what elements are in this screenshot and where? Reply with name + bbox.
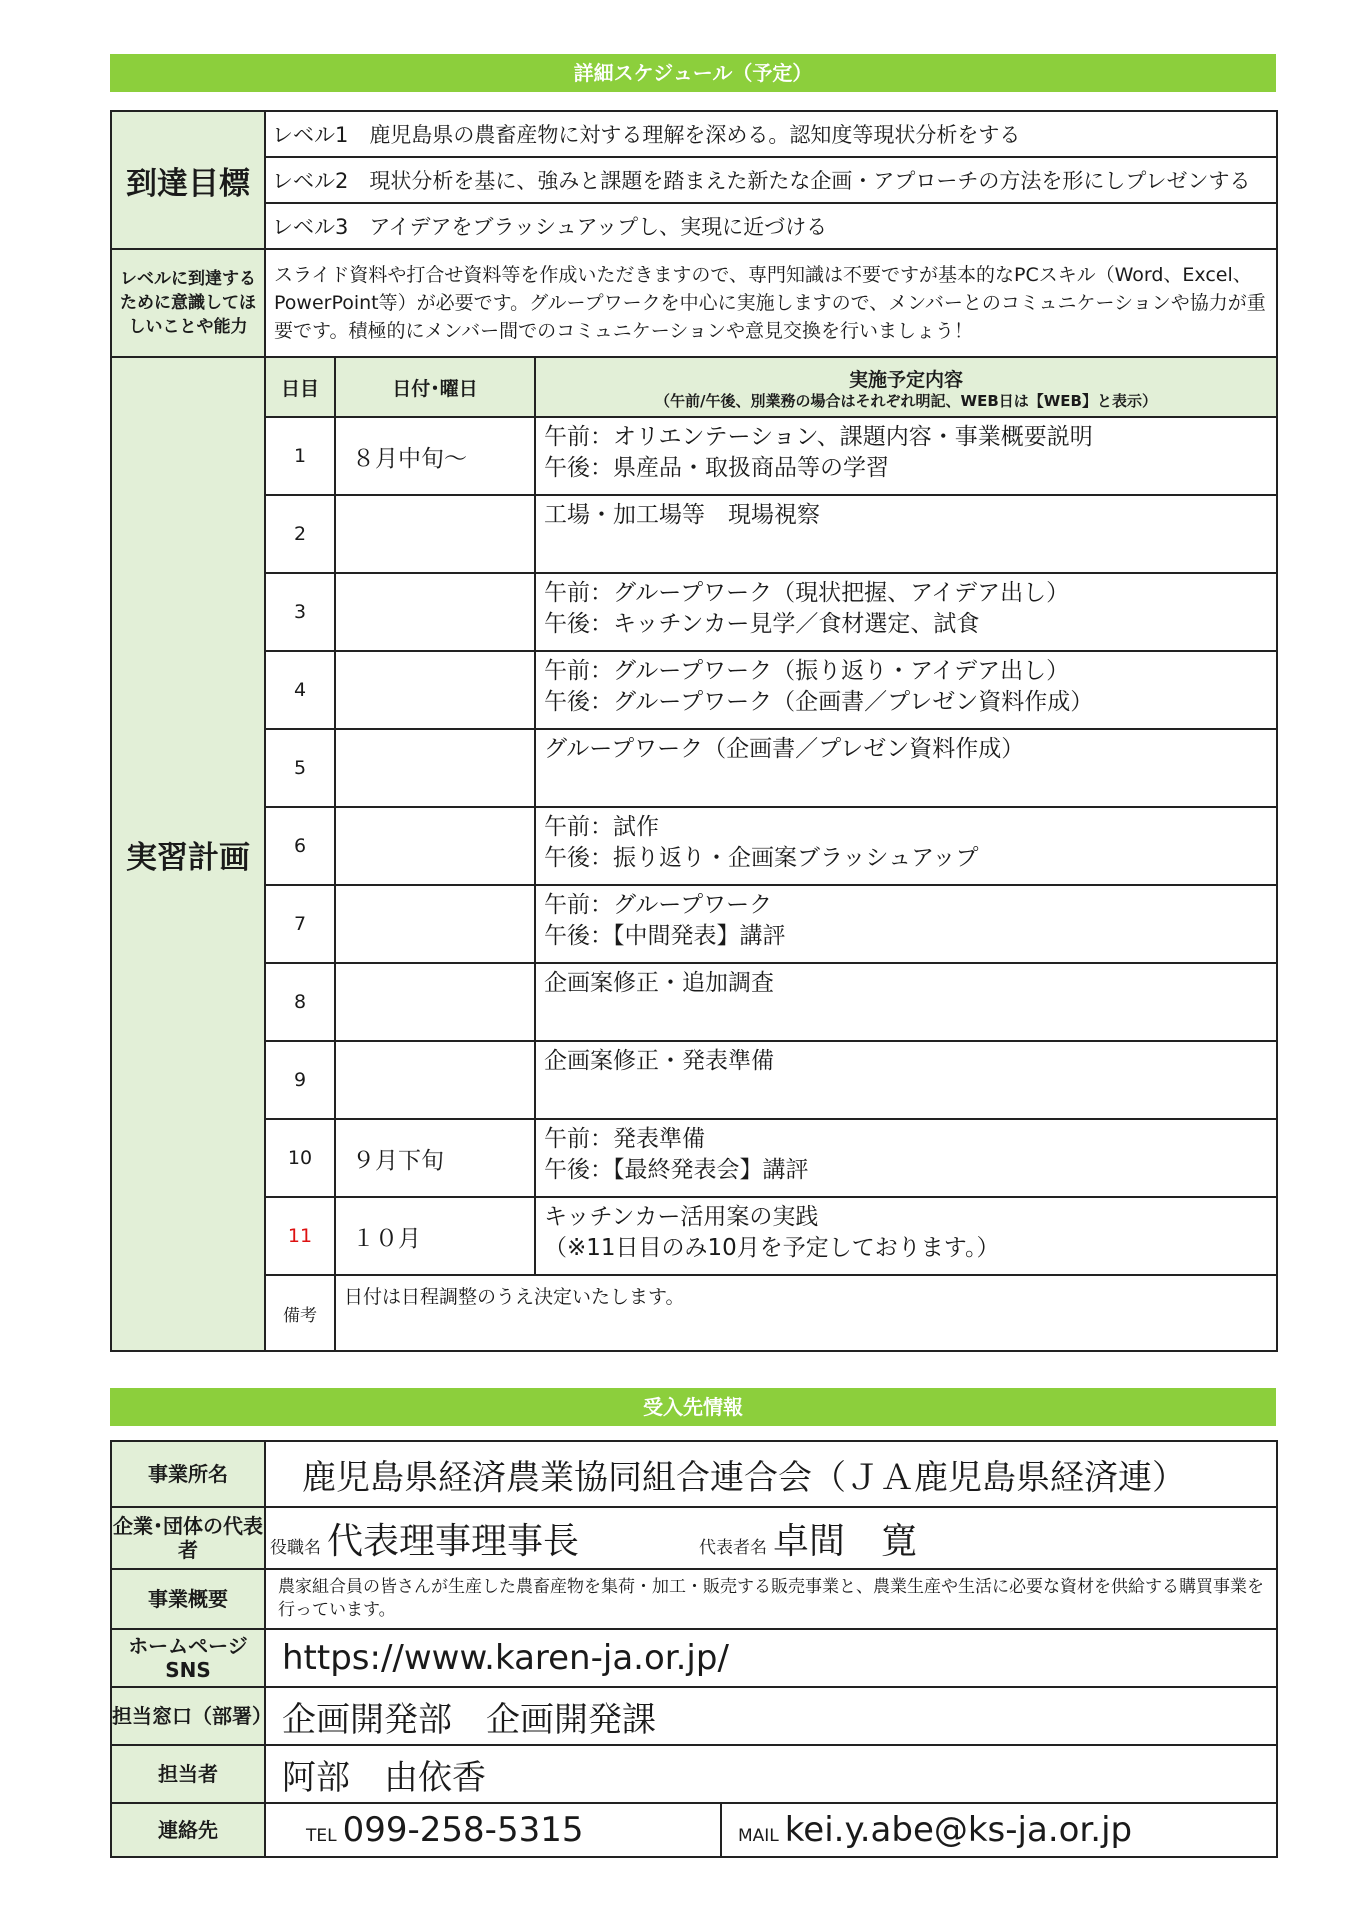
plan-day: 6: [265, 807, 335, 885]
representative-label: 企業･団体の代表者: [111, 1507, 265, 1569]
goal-level-1: レベル1 鹿児島県の農畜産物に対する理解を深める。認知度等現状分析をする: [265, 111, 1277, 157]
office-name: 鹿児島県経済農業協同組合連合会（ＪＡ鹿児島県経済連）: [265, 1441, 1277, 1507]
plan-content: [535, 417, 1277, 495]
plan-line-1: 午前：オリエンテーション、課題内容・事業概要説明: [544, 424, 1093, 450]
plan-line-2: （※11日目のみ10月を予定しております。）: [544, 1235, 1000, 1261]
plan-day: 11: [265, 1197, 335, 1275]
plan-content: [535, 1197, 1277, 1275]
plan-day: 4: [265, 651, 335, 729]
host-section-bar: 受入先情報: [110, 1388, 1276, 1426]
skills-label: レベルに到達するために意識してほしいことや能力: [111, 249, 265, 357]
plan-row: [111, 1197, 1277, 1275]
plan-row: [111, 1041, 1277, 1119]
plan-line-2: 午後：【中間発表】講評: [544, 923, 786, 949]
plan-day: 9: [265, 1041, 335, 1119]
plan-content: [535, 495, 1277, 573]
plan-row: [111, 729, 1277, 807]
plan-row: [111, 963, 1277, 1041]
plan-line-1: 午前：グループワーク（現状把握、アイデア出し）: [544, 580, 1070, 606]
plan-content: [535, 885, 1277, 963]
plan-content: [535, 807, 1277, 885]
homepage-link[interactable]: https://www.karen-ja.or.jp/: [265, 1629, 1277, 1687]
plan-row: [111, 885, 1277, 963]
plan-day: 2: [265, 495, 335, 573]
remarks-label: 備考: [265, 1275, 335, 1351]
plan-day: 5: [265, 729, 335, 807]
plan-content: [535, 573, 1277, 651]
col-content-header: [535, 357, 1277, 417]
business-label: 事業概要: [111, 1569, 265, 1629]
plan-date: １０月: [335, 1197, 535, 1275]
plan-line-1: 午前：試作: [544, 814, 659, 840]
person-name: 阿部 由依香: [265, 1745, 1277, 1803]
plan-content: [535, 963, 1277, 1041]
plan-date: [335, 651, 535, 729]
tel-number[interactable]: 099-258-5315: [342, 1810, 584, 1850]
plan-day: 7: [265, 885, 335, 963]
plan-line-1: 午前：発表準備: [544, 1126, 705, 1152]
tel-tag: TEL: [306, 1826, 337, 1846]
plan-line-1: 企画案修正・追加調査: [544, 970, 774, 996]
plan-day: 8: [265, 963, 335, 1041]
goal-level-2: レベル2 現状分析を基に、強みと課題を踏まえた新たな企画・アプローチの方法を形にしプレゼンする: [265, 157, 1277, 203]
rep-name: 卓間 寛: [773, 1520, 918, 1562]
plan-row: [111, 1119, 1277, 1197]
goal-level-3: レベル3 アイデアをブラッシュアップし、実現に近づける: [265, 203, 1277, 249]
col-day-header: 日目: [265, 357, 335, 417]
mail-cell: [721, 1803, 1277, 1857]
name-tag: 代表者名: [699, 1537, 768, 1558]
plan-content: [535, 1119, 1277, 1197]
plan-line-2: 午後：県産品・取扱商品等の学習: [544, 455, 889, 481]
plan-date: [335, 885, 535, 963]
plan-line-1: グループワーク（企画書／プレゼン資料作成）: [544, 736, 1025, 762]
mail-tag: MAIL: [738, 1826, 779, 1846]
plan-row: [111, 417, 1277, 495]
plan-row: [111, 573, 1277, 651]
person-label: 担当者: [111, 1745, 265, 1803]
plan-date: [335, 1041, 535, 1119]
plan-row: [111, 495, 1277, 573]
plan-row: [111, 807, 1277, 885]
plan-line-2: 午後：キッチンカー見学／食材選定、試食: [544, 611, 980, 637]
tel-cell: [265, 1803, 721, 1857]
plan-line-1: 企画案修正・発表準備: [544, 1048, 774, 1074]
plan-date: ９月下旬: [335, 1119, 535, 1197]
plan-line-2: 午後：グループワーク（企画書／プレゼン資料作成）: [544, 689, 1094, 715]
plan-content: [535, 729, 1277, 807]
plan-row: [111, 651, 1277, 729]
plan-day: 1: [265, 417, 335, 495]
plan-date: [335, 495, 535, 573]
plan-line-2: 午後：【最終発表会】講評: [544, 1157, 809, 1183]
host-info-table: [110, 1440, 1278, 1858]
col-content-note: （午前/午後、別業務の場合はそれぞれ明記、WEB日は【WEB】と表示）: [655, 391, 1157, 410]
plan-content: [535, 651, 1277, 729]
plan-line-1: 午前：グループワーク: [544, 892, 773, 918]
plan-day: 3: [265, 573, 335, 651]
plan-line-2: 午後：振り返り・企画案ブラッシュアップ: [544, 845, 979, 871]
plan-date: [335, 807, 535, 885]
title-tag: 役職名: [270, 1537, 321, 1558]
mail-address[interactable]: kei.y.abe@ks-ja.or.jp: [784, 1810, 1133, 1850]
plan-line-1: 午前：グループワーク（振り返り・アイデア出し）: [544, 658, 1070, 684]
representative-info: [265, 1507, 1277, 1569]
plan-line-1: キッチンカー活用案の実践: [544, 1204, 819, 1230]
contact-label: 連絡先: [111, 1803, 265, 1857]
plan-content: [535, 1041, 1277, 1119]
business-text: 農家組合員の皆さんが生産した農畜産物を集荷・加工・販売する販売事業と、農業生産や生活に必要な資材を供給する購買事業を行っています。: [265, 1569, 1277, 1629]
col-date-header: 日付･曜日: [335, 357, 535, 417]
department-name: 企画開発部 企画開発課: [265, 1687, 1277, 1745]
schedule-section-bar: 詳細スケジュール（予定）: [110, 54, 1276, 92]
goals-label: 到達目標: [111, 111, 265, 249]
plan-date: [335, 963, 535, 1041]
col-content-title: 実施予定内容: [849, 368, 964, 391]
homepage-label: ホームページSNS: [111, 1629, 265, 1687]
skills-text: スライド資料や打合せ資料等を作成いただきますので、専門知識は不要ですが基本的なPCスキル（Word、Excel、PowerPoint等）が必要です。グループワークを中心に実施しますので、メンバーとのコミュニケーションや協力が重要です。積極的にメンバー間でのコミュニケーションや意見交換を行いましょう！: [265, 249, 1277, 357]
rep-title: 代表理事理事長: [327, 1520, 580, 1562]
office-label: 事業所名: [111, 1441, 265, 1507]
plan-day: 10: [265, 1119, 335, 1197]
plan-label: 実習計画: [111, 357, 265, 1351]
plan-date: [335, 729, 535, 807]
plan-date: [335, 573, 535, 651]
plan-date: ８月中旬～: [335, 417, 535, 495]
plan-line-1: 工場・加工場等 現場視察: [544, 502, 820, 528]
remarks-text: 日付は日程調整のうえ決定いたします。: [335, 1275, 1277, 1351]
department-label: 担当窓口（部署）: [111, 1687, 265, 1745]
schedule-table: [110, 110, 1278, 1352]
